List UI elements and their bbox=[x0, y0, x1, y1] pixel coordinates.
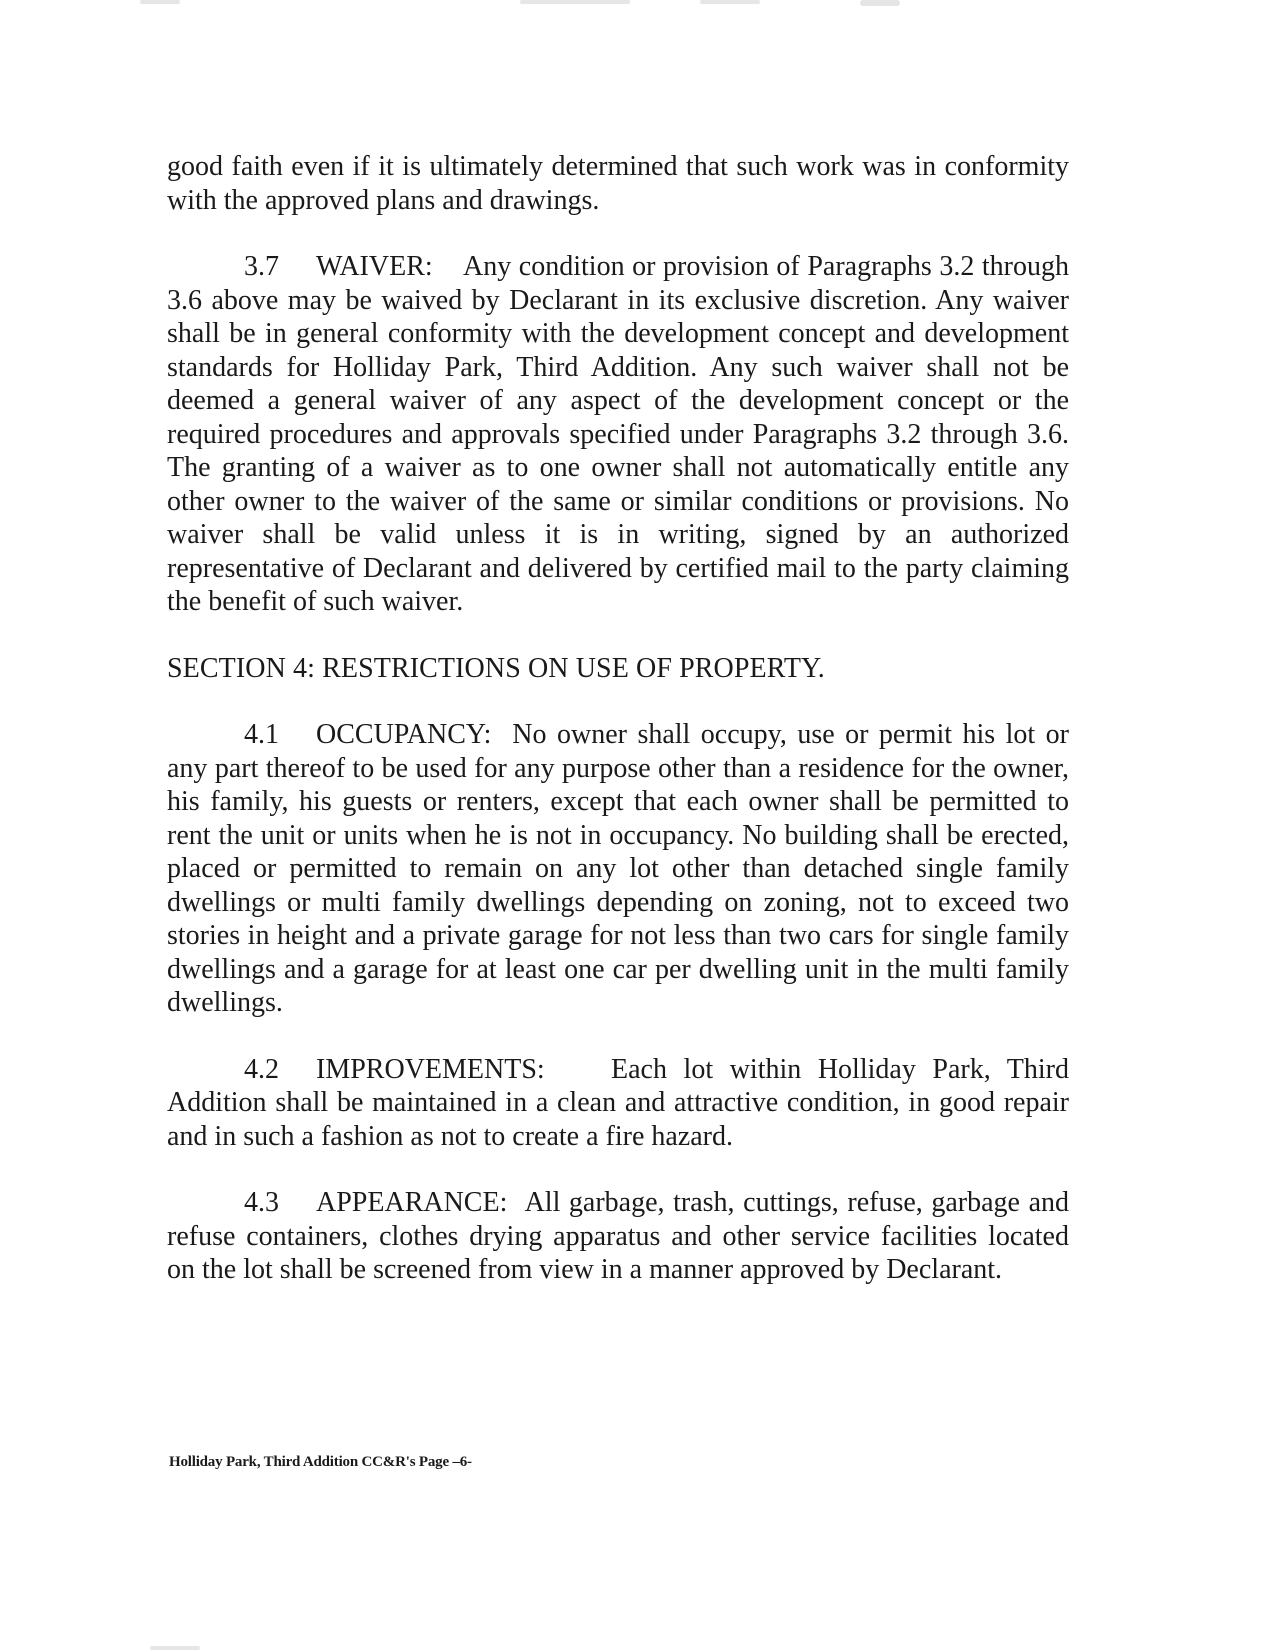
paragraph-text: No owner shall occupy, use or permit his lot or any part thereof to be used for any purpose other than a residence for the owner, his family, his guests or renters, except that each owner shall be permitted to rent the unit or units when he is not in occupancy. No building shall be erected, placed or permitted to remain on any lot other than detached single family dwellings or multi family dwellings depending on zoning, not to exceed two stories in height and a private garage for not less than two cars for single family dwellings and a garage for at least one car per dwelling unit in the multi family dwellings. bbox=[167, 719, 1069, 1018]
section-heading-label: OCCUPANCY: bbox=[316, 719, 492, 750]
paragraph-3-7-waiver bbox=[167, 250, 1069, 619]
section-number: 4.1 bbox=[244, 719, 279, 750]
page-footer: Holliday Park, Third Addition CC&R's Page –6- bbox=[169, 1454, 472, 1470]
paragraph-4-1-occupancy bbox=[167, 718, 1069, 1020]
section-heading-label: WAIVER: bbox=[316, 251, 433, 282]
scan-artifact bbox=[150, 1646, 200, 1650]
scan-artifact bbox=[520, 0, 630, 4]
paragraph-continuation: good faith even if it is ultimately determined that such work was in conformity with the approved plans and drawings. bbox=[167, 151, 1069, 216]
paragraph-4-2-improvements bbox=[167, 1053, 1069, 1154]
paragraph-text: Each lot within Holliday Park, Third Addition shall be maintained in a clean and attractive condition, in good repair and in such a fashion as not to create a fire hazard. bbox=[167, 1053, 1069, 1152]
section-number: 4.2 bbox=[244, 1053, 279, 1085]
scan-artifact bbox=[700, 0, 760, 4]
section-number: 3.7 bbox=[244, 251, 279, 282]
section-number: 4.3 bbox=[244, 1187, 279, 1218]
document-body bbox=[167, 150, 1069, 1287]
section-4-heading: SECTION 4: RESTRICTIONS ON USE OF PROPERTY. bbox=[167, 652, 825, 684]
section-heading-label: IMPROVEMENTS: bbox=[316, 1053, 545, 1085]
paragraph-text: Any condition or provision of Paragraphs 3.2 through 3.6 above may be waived by Declarant in its exclusive discretion. Any waiver shall be in general conformity with the development concept and development standards for Holliday Park, Third Addition. Any such waiver shall not be deemed a general waiver of any aspect of the development concept or the required procedures and approvals specified under Paragraphs 3.2 through 3.6. The granting of a waiver as to one owner shall not automatically entitle any other owner to the waiver of the same or similar conditions or provisions. No waiver shall be valid unless it is in writing, signed by an authorized representative of Declarant and delivered by certified mail to the party claiming the benefit of such waiver. bbox=[167, 251, 1070, 617]
paragraph-text: All garbage, trash, cuttings, refuse, garbage and refuse containers, clothes drying apparatus and other service facilities located on the lot shall be screened from view in a manner approved by Declarant. bbox=[167, 1187, 1070, 1285]
scan-artifact bbox=[860, 0, 900, 6]
scan-artifact bbox=[140, 0, 180, 4]
section-heading-label: APPEARANCE: bbox=[316, 1187, 508, 1218]
paragraph-4-3-appearance bbox=[167, 1186, 1069, 1287]
